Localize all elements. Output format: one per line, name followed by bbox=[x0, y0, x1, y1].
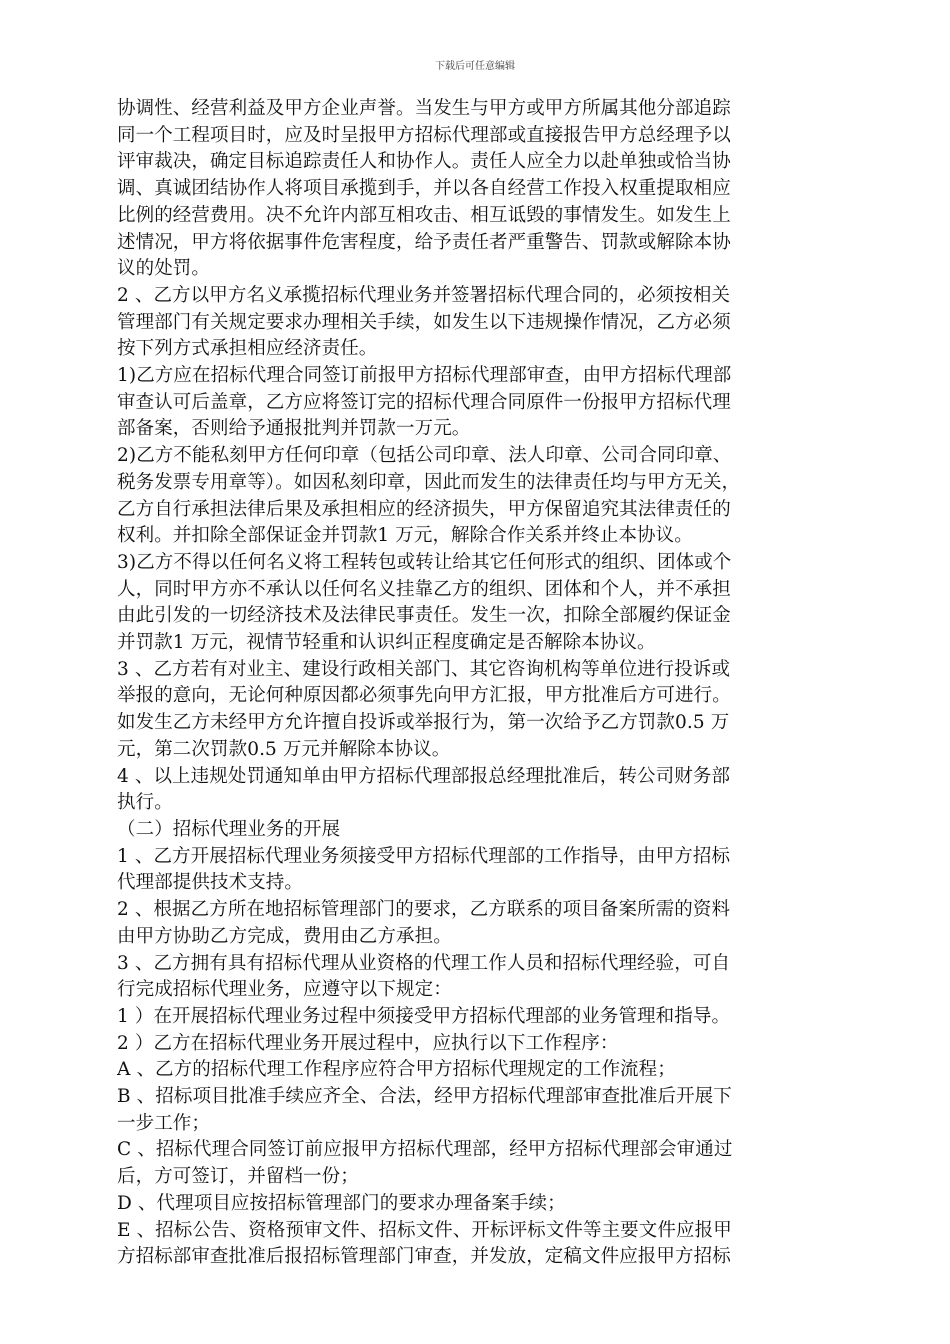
text-line: 3)乙方不得以任何名义将工程转包或转让给其它任何形式的组织、团体或个 bbox=[117, 551, 732, 573]
page-header-note: 下载后可任意编辑 bbox=[435, 61, 515, 72]
text-line: 行完成招标代理业务，应遵守以下规定： bbox=[117, 979, 452, 1001]
text-line: C 、招标代理合同签订前应报甲方招标代理部，经甲方招标代理部会审通过 bbox=[117, 1139, 733, 1161]
text-line: 由甲方协助乙方完成，费用由乙方承担。 bbox=[117, 925, 452, 947]
text-line: 述情况，甲方将依据事件危害程度，给予责任者严重警告、罚款或解除本协 bbox=[117, 231, 731, 253]
text-line: 审查认可后盖章，乙方应将签订完的招标代理合同原件一份报甲方招标代理 bbox=[117, 391, 731, 413]
text-line: 举报的意向，无论何种原因都必须事先向甲方汇报，甲方批准后方可进行。 bbox=[117, 685, 731, 707]
text-line: 2 、根据乙方所在地招标管理部门的要求，乙方联系的项目备案所需的资料 bbox=[117, 899, 731, 921]
text-line: 方招标部审查批准后报招标管理部门审查，并发放，定稿文件应报甲方招标 bbox=[117, 1246, 731, 1268]
text-line: 比例的经营费用。决不允许内部互相攻击、相互诋毁的事情发生。如发生上 bbox=[117, 204, 731, 226]
text-line: 1 ）在开展招标代理业务过程中须接受甲方招标代理部的业务管理和指导。 bbox=[117, 1005, 731, 1027]
text-line: 协调性、经营利益及甲方企业声誉。当发生与甲方或甲方所属其他分部追踪 bbox=[117, 98, 731, 119]
text-line: 执行。 bbox=[117, 792, 173, 814]
text-line: 评审裁决，确定目标追踪责任人和协作人。责任人应全力以赴单独或恰当协 bbox=[117, 151, 731, 173]
text-line: 代理部提供技术支持。 bbox=[117, 872, 304, 894]
text-line: 1 、乙方开展招标代理业务须接受甲方招标代理部的工作指导，由甲方招标 bbox=[117, 845, 731, 867]
text-line: 2 ）乙方在招标代理业务开展过程中，应执行以下工作程序： bbox=[117, 1032, 619, 1054]
text-line: 人，同时甲方亦不承认以任何名义挂靠乙方的组织、团体和个人，并不承担 bbox=[117, 578, 731, 600]
text-line: 管理部门有关规定要求办理相关手续，如发生以下违规操作情况，乙方必须 bbox=[117, 311, 731, 333]
text-line: 税务发票专用章等）。如因私刻印章，因此而发生的法律责任均与甲方无关， bbox=[117, 471, 741, 493]
text-line: 3 、乙方拥有具有招标代理从业资格的代理工作人员和招标代理经验，可自 bbox=[117, 952, 731, 974]
text-line: 1)乙方应在招标代理合同签订前报甲方招标代理部审查，由甲方招标代理部 bbox=[117, 365, 732, 387]
text-line: D 、代理项目应按招标管理部门的要求办理备案手续； bbox=[117, 1192, 566, 1214]
text-line: 并罚款1 万元，视情节轻重和认识纠正程度确定是否解除本协议。 bbox=[117, 632, 656, 654]
text-line: 乙方自行承担法律后果及承担相应的经济损失，甲方保留追究其法律责任的 bbox=[117, 498, 731, 520]
text-line: 议的处罚。 bbox=[117, 258, 211, 280]
text-line: 如发生乙方未经甲方允许擅自投诉或举报行为，第一次给予乙方罚款0.5 万 bbox=[117, 712, 730, 734]
text-line: E 、招标公告、资格预审文件、招标文件、开标评标文件等主要文件应报甲 bbox=[117, 1219, 732, 1241]
text-line: B 、招标项目批准手续应齐全、合法，经甲方招标代理部审查批准后开展下 bbox=[117, 1086, 732, 1108]
text-line: 由此引发的一切经济技术及法律民事责任。发生一次，扣除全部履约保证金 bbox=[117, 605, 731, 627]
text-line: 2)乙方不能私刻甲方任何印章（包括公司印章、法人印章、公司合同印章、 bbox=[117, 445, 732, 467]
text-line: 调、真诚团结协作人将项目承揽到手，并以各自经营工作投入权重提取相应 bbox=[117, 178, 731, 200]
document-body bbox=[117, 96, 867, 1271]
text-line: 同一个工程项目时，应及时呈报甲方招标代理部或直接报告甲方总经理予以 bbox=[117, 124, 731, 146]
text-line: 2 、乙方以甲方名义承揽招标代理业务并签署招标代理合同的，必须按相关 bbox=[117, 284, 731, 306]
text-line: （二）招标代理业务的开展 bbox=[117, 818, 341, 840]
text-line: 4 、以上违规处罚通知单由甲方招标代理部报总经理批准后，转公司财务部 bbox=[117, 765, 731, 787]
text-line: 按下列方式承担相应经济责任。 bbox=[117, 338, 378, 360]
text-line: 一步工作； bbox=[117, 1112, 211, 1134]
text-line: 权利。并扣除全部保证金并罚款1 万元，解除合作关系并终止本协议。 bbox=[117, 525, 693, 547]
text-line: 后，方可签订，并留档一份； bbox=[117, 1166, 359, 1188]
text-line: A 、乙方的招标代理工作程序应符合甲方招标代理规定的工作流程； bbox=[117, 1059, 676, 1081]
text-line: 元，第二次罚款0.5 万元并解除本协议。 bbox=[117, 738, 451, 760]
text-line: 部备案，否则给予通报批判并罚款一万元。 bbox=[117, 418, 471, 440]
text-line: 3 、乙方若有对业主、建设行政相关部门、其它咨询机构等单位进行投诉或 bbox=[117, 658, 731, 680]
